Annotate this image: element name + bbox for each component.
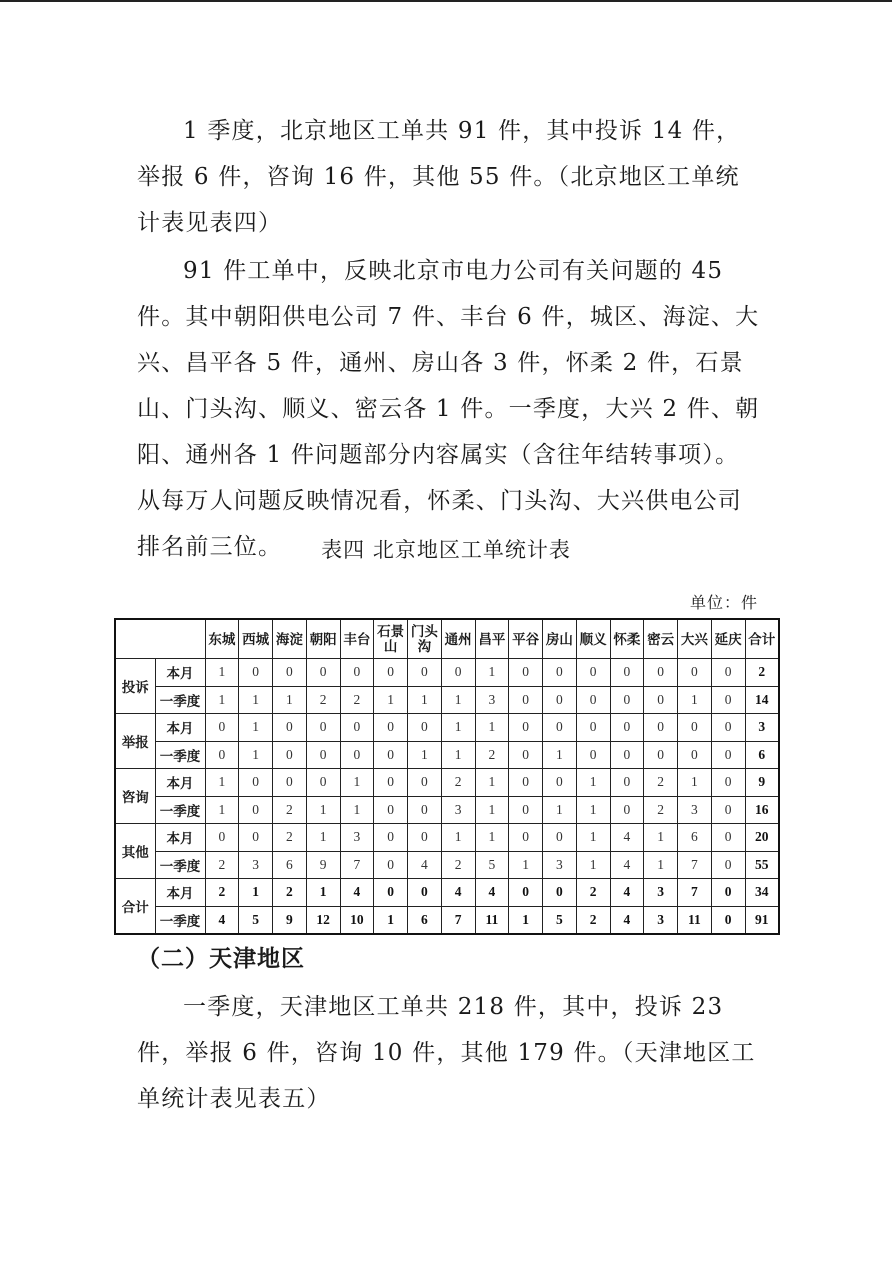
table-cell: 0 <box>408 714 442 742</box>
row-period-label: 一季度 <box>155 906 205 934</box>
table-row <box>115 796 779 824</box>
table-cell: 1 <box>576 851 610 879</box>
column-header: 延庆 <box>711 619 745 659</box>
row-period-label: 本月 <box>155 879 205 907</box>
table-cell: 1 <box>239 741 273 769</box>
table-cell: 4 <box>408 851 442 879</box>
table-cell: 0 <box>610 796 644 824</box>
table-cell: 0 <box>543 879 577 907</box>
table-row <box>115 851 779 879</box>
table-cell: 1 <box>475 796 509 824</box>
column-header: 密云 <box>644 619 678 659</box>
table-cell: 0 <box>610 769 644 797</box>
table-cell: 1 <box>205 659 239 687</box>
table-cell: 7 <box>678 879 712 907</box>
row-period-label: 本月 <box>155 659 205 687</box>
table-cell: 0 <box>711 714 745 742</box>
table-cell: 0 <box>543 714 577 742</box>
table-cell: 1 <box>205 796 239 824</box>
table-cell: 2 <box>644 796 678 824</box>
table-cell: 0 <box>678 714 712 742</box>
table-cell: 0 <box>509 769 543 797</box>
column-header: 房山 <box>543 619 577 659</box>
table-cell: 1 <box>374 686 408 714</box>
table-cell: 2 <box>306 686 340 714</box>
table-cell: 2 <box>205 879 239 907</box>
table-cell: 1 <box>340 769 374 797</box>
table-cell: 3 <box>475 686 509 714</box>
row-group-label: 举报 <box>115 714 155 769</box>
table-cell: 4 <box>610 906 644 934</box>
table-cell: 0 <box>509 714 543 742</box>
table-cell: 4 <box>205 906 239 934</box>
table-cell: 1 <box>475 714 509 742</box>
column-header: 顺义 <box>576 619 610 659</box>
table-cell: 3 <box>340 824 374 852</box>
table-cell: 0 <box>408 659 442 687</box>
table-cell: 0 <box>306 769 340 797</box>
table-cell: 3 <box>543 851 577 879</box>
column-header: 石景山 <box>374 619 408 659</box>
table-cell: 5 <box>239 906 273 934</box>
table-cell: 0 <box>644 659 678 687</box>
table-caption: 表四 北京地区工单统计表 <box>321 538 571 562</box>
table-cell: 0 <box>576 659 610 687</box>
table-row <box>115 824 779 852</box>
table-cell: 0 <box>408 824 442 852</box>
table-cell: 1 <box>576 769 610 797</box>
table-cell: 0 <box>509 824 543 852</box>
table-cell: 6 <box>678 824 712 852</box>
beijing-stats-table <box>114 618 780 935</box>
table-cell: 1 <box>475 824 509 852</box>
column-header: 朝阳 <box>306 619 340 659</box>
table-cell: 6 <box>273 851 307 879</box>
table-cell: 0 <box>306 741 340 769</box>
table-cell: 4 <box>340 879 374 907</box>
row-period-label: 本月 <box>155 714 205 742</box>
column-header: 合计 <box>745 619 779 659</box>
table-cell: 0 <box>408 796 442 824</box>
column-header: 门头沟 <box>408 619 442 659</box>
column-header: 平谷 <box>509 619 543 659</box>
table-cell: 1 <box>306 796 340 824</box>
table-row <box>115 714 779 742</box>
row-group-label: 其他 <box>115 824 155 879</box>
table-cell: 0 <box>273 769 307 797</box>
table-cell: 11 <box>678 906 712 934</box>
table-cell: 0 <box>273 714 307 742</box>
table-cell: 0 <box>610 659 644 687</box>
table-row <box>115 879 779 907</box>
table-cell: 3 <box>239 851 273 879</box>
table-cell: 0 <box>374 714 408 742</box>
table-cell: 5 <box>475 851 509 879</box>
table-cell: 0 <box>711 659 745 687</box>
table-cell: 0 <box>711 686 745 714</box>
table-cell: 0 <box>678 741 712 769</box>
row-period-label: 一季度 <box>155 796 205 824</box>
table-cell: 0 <box>644 741 678 769</box>
table-cell: 7 <box>441 906 475 934</box>
table-cell: 0 <box>340 741 374 769</box>
paragraph-beijing-summary: 1 季度，北京地区工单共 91 件，其中投诉 14 件，举报 6 件，咨询 16 件，其他 55 件。（北京地区工单统计表见表四） <box>137 118 741 236</box>
table-cell: 0 <box>408 769 442 797</box>
table-cell: 1 <box>644 851 678 879</box>
table-cell: 0 <box>543 769 577 797</box>
table-cell: 91 <box>745 906 779 934</box>
table-cell: 5 <box>543 906 577 934</box>
table-header-row <box>115 619 779 659</box>
table-cell: 0 <box>239 796 273 824</box>
table-cell: 9 <box>273 906 307 934</box>
table-cell: 0 <box>441 659 475 687</box>
table-cell: 1 <box>306 879 340 907</box>
table-unit-label: 单位：件 <box>689 593 758 612</box>
table-cell: 1 <box>205 686 239 714</box>
table-cell: 0 <box>374 659 408 687</box>
table-cell: 6 <box>408 906 442 934</box>
table-cell: 1 <box>576 796 610 824</box>
row-period-label: 本月 <box>155 824 205 852</box>
table-cell: 1 <box>644 824 678 852</box>
table-cell: 1 <box>441 686 475 714</box>
table-cell: 2 <box>745 659 779 687</box>
table-cell: 0 <box>644 686 678 714</box>
table-cell: 0 <box>711 769 745 797</box>
table-cell: 3 <box>644 879 678 907</box>
table-cell: 1 <box>475 769 509 797</box>
row-group-label: 合计 <box>115 879 155 935</box>
table-cell: 0 <box>374 879 408 907</box>
table-cell: 0 <box>678 659 712 687</box>
table-cell: 0 <box>610 741 644 769</box>
table-cell: 34 <box>745 879 779 907</box>
table-cell: 2 <box>205 851 239 879</box>
table-row <box>115 741 779 769</box>
row-group-label: 投诉 <box>115 659 155 714</box>
table-cell: 0 <box>374 824 408 852</box>
table-cell: 1 <box>509 851 543 879</box>
table-cell: 2 <box>441 769 475 797</box>
paragraph-tianjin-summary: 一季度，天津地区工单共 218 件，其中，投诉 23 件，举报 6 件，咨询 10 件，其他 179 件。（天津地区工单统计表见表五） <box>137 994 756 1112</box>
table-cell: 0 <box>711 741 745 769</box>
table-cell: 1 <box>374 906 408 934</box>
table-cell: 0 <box>711 824 745 852</box>
table-cell: 0 <box>711 851 745 879</box>
table-cell: 1 <box>441 714 475 742</box>
table-cell: 0 <box>509 741 543 769</box>
top-border-line <box>0 0 892 2</box>
table-cell: 0 <box>711 879 745 907</box>
table-cell: 0 <box>273 741 307 769</box>
table-cell: 0 <box>509 796 543 824</box>
table-cell: 2 <box>441 851 475 879</box>
column-header: 海淀 <box>273 619 307 659</box>
table-cell: 0 <box>340 659 374 687</box>
row-period-label: 一季度 <box>155 686 205 714</box>
table-cell: 1 <box>239 714 273 742</box>
table-cell: 4 <box>610 824 644 852</box>
row-period-label: 一季度 <box>155 851 205 879</box>
table-cell: 0 <box>543 824 577 852</box>
table-cell: 1 <box>543 741 577 769</box>
table-cell: 0 <box>239 769 273 797</box>
table-cell: 12 <box>306 906 340 934</box>
table-cell: 2 <box>273 824 307 852</box>
column-header: 通州 <box>441 619 475 659</box>
table-cell: 0 <box>340 714 374 742</box>
table-cell: 3 <box>441 796 475 824</box>
table-cell: 7 <box>678 851 712 879</box>
table-row <box>115 686 779 714</box>
table-cell: 3 <box>678 796 712 824</box>
table-cell: 1 <box>678 686 712 714</box>
table-cell: 0 <box>576 686 610 714</box>
table-cell: 1 <box>205 769 239 797</box>
table-cell: 1 <box>475 659 509 687</box>
table-cell: 0 <box>644 714 678 742</box>
column-header: 大兴 <box>678 619 712 659</box>
table-cell: 0 <box>306 714 340 742</box>
table-cell: 0 <box>543 686 577 714</box>
table-cell: 4 <box>610 879 644 907</box>
table-cell: 4 <box>475 879 509 907</box>
table-cell: 0 <box>205 741 239 769</box>
table-cell: 9 <box>306 851 340 879</box>
table-cell: 0 <box>711 796 745 824</box>
table-cell: 0 <box>610 686 644 714</box>
header-corner-cell <box>115 619 205 659</box>
table-cell: 2 <box>475 741 509 769</box>
table-cell: 1 <box>543 796 577 824</box>
row-period-label: 一季度 <box>155 741 205 769</box>
table-cell: 2 <box>576 879 610 907</box>
table-cell: 9 <box>745 769 779 797</box>
table-cell: 1 <box>576 824 610 852</box>
table-cell: 1 <box>408 686 442 714</box>
table-cell: 2 <box>576 906 610 934</box>
table-cell: 6 <box>745 741 779 769</box>
table-cell: 0 <box>509 686 543 714</box>
table-cell: 0 <box>374 796 408 824</box>
table-cell: 0 <box>239 659 273 687</box>
table-cell: 20 <box>745 824 779 852</box>
table-cell: 0 <box>576 714 610 742</box>
row-group-label: 咨询 <box>115 769 155 824</box>
table-cell: 14 <box>745 686 779 714</box>
table-row <box>115 906 779 934</box>
table-cell: 1 <box>273 686 307 714</box>
column-header: 东城 <box>205 619 239 659</box>
table-cell: 0 <box>239 824 273 852</box>
table-cell: 1 <box>306 824 340 852</box>
table-cell: 3 <box>745 714 779 742</box>
table-cell: 0 <box>374 769 408 797</box>
table-cell: 0 <box>273 659 307 687</box>
table-cell: 10 <box>340 906 374 934</box>
table-cell: 16 <box>745 796 779 824</box>
table-cell: 0 <box>610 714 644 742</box>
table-cell: 3 <box>644 906 678 934</box>
table-cell: 0 <box>509 879 543 907</box>
table-cell: 0 <box>374 851 408 879</box>
table-cell: 2 <box>273 879 307 907</box>
table-cell: 4 <box>610 851 644 879</box>
table-cell: 0 <box>306 659 340 687</box>
table-row <box>115 659 779 687</box>
table-cell: 1 <box>340 796 374 824</box>
paragraph-beijing-detail: 91 件工单中，反映北京市电力公司有关问题的 45 件。其中朝阳供电公司 7 件、丰台 6 件，城区、海淀、大兴、昌平各 5 件，通州、房山各 3 件，怀柔 2 件，石景山、门头沟、顺义、密云各 1 件。一季度，大兴 2 件、朝阳、通州各 1 件问题部分内容属实（含往年结转事项）。从每万人问题反映情况看，怀柔、门头沟、大兴供电公司排名前三位。 <box>137 258 760 560</box>
table-cell: 1 <box>408 741 442 769</box>
row-period-label: 本月 <box>155 769 205 797</box>
table-cell: 0 <box>205 824 239 852</box>
table-cell: 0 <box>543 659 577 687</box>
table-cell: 1 <box>678 769 712 797</box>
table-cell: 2 <box>340 686 374 714</box>
table-cell: 0 <box>711 906 745 934</box>
column-header: 怀柔 <box>610 619 644 659</box>
column-header: 西城 <box>239 619 273 659</box>
table-cell: 0 <box>205 714 239 742</box>
table-cell: 1 <box>239 686 273 714</box>
table-cell: 2 <box>273 796 307 824</box>
table-cell: 2 <box>644 769 678 797</box>
table-cell: 4 <box>441 879 475 907</box>
section-heading-tianjin: （二）天津地区 <box>137 946 305 972</box>
table-cell: 0 <box>509 659 543 687</box>
table-cell: 55 <box>745 851 779 879</box>
table-cell: 0 <box>576 741 610 769</box>
column-header: 昌平 <box>475 619 509 659</box>
table-cell: 0 <box>374 741 408 769</box>
table-cell: 1 <box>239 879 273 907</box>
table-row <box>115 769 779 797</box>
column-header: 丰台 <box>340 619 374 659</box>
table-cell: 1 <box>509 906 543 934</box>
table-cell: 0 <box>408 879 442 907</box>
table-cell: 1 <box>441 741 475 769</box>
table-cell: 7 <box>340 851 374 879</box>
table-cell: 1 <box>441 824 475 852</box>
table-cell: 11 <box>475 906 509 934</box>
